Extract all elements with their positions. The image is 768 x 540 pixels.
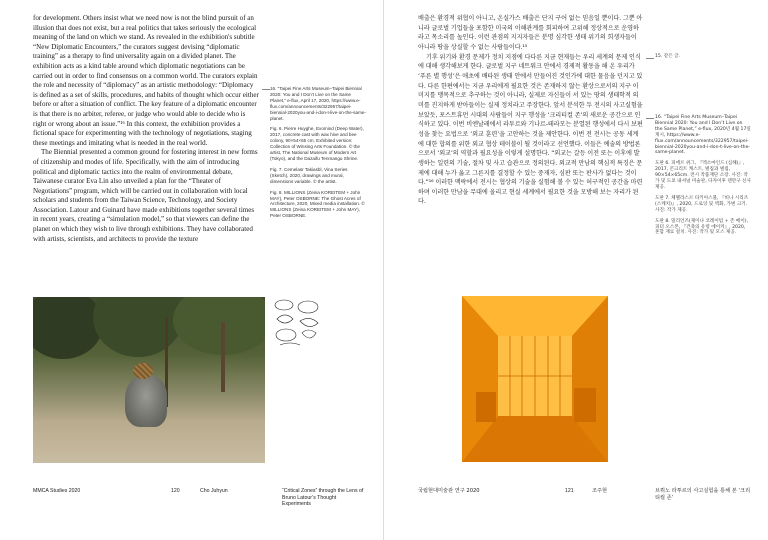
beehive-head (133, 363, 153, 379)
left-footer-page-number: 120 (171, 488, 180, 494)
left-footer-journal: MMCA Studies 2020 (33, 488, 81, 494)
footnote-15: 15. 같은 글. (655, 54, 680, 59)
footnote-leader-line (646, 118, 654, 119)
footnote-leader-line (646, 58, 654, 59)
left-paragraph-1: for development. Others insist what we need now is not the blind pursuit of an illusion that does not exist, but a real politics that takes seriously the ecological meaning of the land on which we stand. As revealed in the exhibition's subtitle “New Diplomatic Encounters,” the curators suggest devising “diplomatic training” as a therapy to find universality again on a divided planet. The exhibition acts as a kind table around which diplomatic negotiations can be carried out in order to find consensus on a common world. The curators explain the role and necessity of “diplomacy” as an artistic methodology: “Diplomacy is defined as a set of skills, procedures, and habits of thought which occur either before or after a situation of conflict. The key feature of a diplomatic encounter is that there is no arbiter, referee, or judge who would able to decide who is right or wrong about an issue.”¹⁶ In this context, the exhibition provides a fictional space for experimenting with the technology of negotiations, staging these meetings and imitating what is needed in the real world. (33, 14, 259, 147)
caption-fig-8: Fig. 8. MILLIONS (Zeina KOREITEM + John MAY), Peter OSBORNE: The Ghost Acres of Architecture, 2020, Mixed media installation. © MILLIONS (Zeina KOREITEM + John MAY), Peter OSBORNE. (270, 189, 365, 219)
exhibition-photo-installation (462, 296, 608, 462)
left-paragraph-2: The Biennial presented a common ground for fostering interest in new forms of citizenship and modes of life. Specifically, with the aim of introducing political and diplomatic tactics into the realm of environmental debate, Taiwanese curator Eva Lin also unveiled a plan for the “Theater of Negotiations” program, which will be carried out in collaboration with local scholars and students from the Taiwan Science, Technology, and Society Association. Latour and Guinard have made exhibitions together several times in recent years, creating a “simulation model,” so that viewers can define the planet on which they wish to live through exhibitions. They have collaborated with artists, scientists, and architects to provide the texture (33, 148, 258, 243)
right-sidenotes (655, 115, 751, 241)
installation-room-drawing (462, 296, 608, 462)
right-footer-author: 조주현 (592, 488, 608, 494)
tree-foliage (93, 297, 183, 357)
caption-fig-8-ko: 도판 8. 밀리언즈(제이나 코레이텀 + 존 메이), 피터 오스본, 『건축의 유령 에이커』, 2020, 혼합 재료 설치. 사진: 작가 및 모스 제공. (655, 218, 749, 236)
caption-fig-6: Fig. 6. Pierre Huyghe, Exomind (Deep Water), 2017, concrete cast with wax hive and bee colony, 90×54×65 cm. Exhibited version: Collection of Winsing Arts Foundation. © the artist, The National Museum of Modern Art (Tokyo), and the Dazaifu Tenmangu Shrine. (270, 126, 364, 161)
tree-foliage (33, 297, 103, 359)
caption-fig-7-ko: 도판 7. 체멜라스르 타키아스블, 『비나 시리즈(스케치)』, 2020, 드로잉 및 벽화, 가변 크기. 사진: 작가 제공. (655, 195, 749, 213)
footnote-16-ko: 16. “Taipei Fine Arts Museum–Taipei Biennial 2020: You and I Don’t Live on the Same Planet,” e-flux, 2020년 4월 17일 게시, https://www.e-flux.com/announcements/322957/taipei-biennial-2020you-and-i-don-t-live-on-the-same-planet. (655, 115, 751, 156)
right-footer-title: 브뤼노 라투르의 사고실험을 통해 본 ‘크리티컬 존’ (655, 488, 751, 501)
footnote-16: 16. “Taipei Fine Arts Museum–Taipei Biennial 2020: You and I Don’t Live on the Same Planet,” e-flux, April 17, 2020, https://www.e-flux.com/announcements/322957/taipei-biennial-2020you-and-i-don-t-live-on-the-same-planet. (270, 86, 367, 121)
right-body-text (418, 14, 644, 207)
sketch-drawing (272, 297, 322, 349)
right-paragraph-2: 기후 위기와 환경 문제가 정치 지점에 다다른 지금 현재들는 우리 세계의 문제 인식에 대해 생각해보게 한다. 글로벌 지구 네트워크 안에서 경제적 활동을 해 온 우리가 ‘푸른 별 행성’은 애초에 배타된 생태 안에서 만들어진 것인가에 대한 물음을 던지고 있다. 다른 한편에서는 지금 우리에게 필요한 것은 존재하지 않는 환상으로서의 지구 이미지를 맹목적으로 추구하는 것이 아니라, 실제로 자신들이 서 있는 땅의 생태학적 의미를 진지하게 받아들이는 실제 정치라고 주장한다. 앞서 분석한 두 전시의 사고실험을 보았듯, 포스트휴먼 시대의 사람들이 지구 행성을 ‘크리티컬 존’의 새로운 공간으로 인식하고 있다. 이번 비엔날레에서 라투르와 기나르-테라모는 분열된 행성에서 다시 보편성을 찾는 요법으로 ‘외교 훈련’을 고안하는 것을 제안한다. 이번 전 전시는 공동 세계에 대한 합의를 위한 외교 협상 테이블이 될 것이라고 선언했다. 이들은 예술의 방법론으로서 ‘외교’의 역할과 필요성을 이렇게 설명한다. “외교는 갈등 이전 또는 이후에 발생하는 일련의 기술, 절차 및 사고 습관으로 정의된다. 외교적 만남의 핵심적 특징은 문제에 대해 누가 옳고 그른지를 결정할 수 있는 중재자, 심판 또는 판사가 없다는 것이다.”¹⁶ 이러한 맥락에서 전시는 협상의 기술을 실험해 볼 수 있는 허구적인 공간을 마련하며 이러한 만남을 무대에 올리고 현실 세계에서 필요한 것을 모방해 보는 자리가 된다. (418, 53, 643, 206)
caption-fig-7: Fig. 7. Cemelasr Takiasbl, Vina Series (Sketch), 2020, drawings and mural, dimensions variable. © the artist. (270, 166, 348, 184)
tree-trunk (221, 322, 225, 392)
right-footer-journal: 국립현대미술관 연구 2020 (418, 488, 480, 494)
footnote-leader-line (262, 89, 270, 90)
right-footer-page-number: 121 (565, 488, 574, 494)
exhibition-photo-figure (33, 297, 265, 463)
tree-foliage (173, 297, 265, 355)
left-footer-author: Cho Juhyun (200, 488, 228, 494)
left-body-text (33, 14, 259, 244)
left-sidenotes (270, 86, 366, 224)
left-footer-title: “Critical Zones” through the Lens of Bruno Latour’s Thought Experiments (282, 488, 364, 508)
statue-figure (125, 375, 167, 427)
right-paragraph-1: 배출은 환경적 위협이 아니고, 온실가스 배출은 단지 구어 없는 믿음일 뿐이다. 그뿐 아니라 글로벌 기업들을 포함한 미국의 이해관계를 회피하여 고위해 정상적으로 운영하라고 목소리를 높인다. 이런 관점의 지지자들은 분명 심각한 생태 위기의 희생자들이 아니라 땅을 상실할 수 없는 사람들이다.¹⁵ (418, 15, 643, 51)
caption-fig-6-ko: 도판 6. 피에르 위그, 『엑소마인드 (심해)』, 2017, 콘크리트 캐스트, 벌집과 벌집, 90×54×65cm. 전시 작품재단 소장. 사진: 작가 및 도쿄 내셔널 미술관, 다자이후 덴만구 신사 제공. (655, 161, 751, 190)
